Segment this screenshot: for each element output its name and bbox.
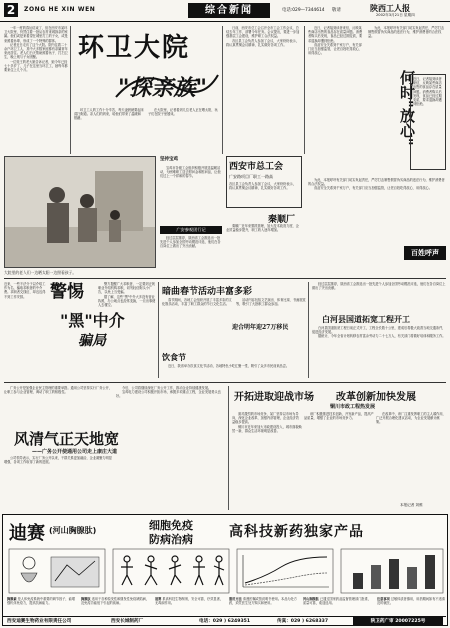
ad-blurb-4 (229, 597, 299, 615)
lead-subtitle: "探亲族" (118, 75, 207, 101)
police-paragraph: 近来，一些不法分子以介绍工作为名，骗取求职者的中介费。求职者交钱后，却迟迟得不到工作安排。 (4, 282, 46, 299)
feature-left-text-col-1 (4, 456, 112, 510)
ad-blurb-title: 注意事项 (377, 597, 390, 601)
drink-headline: 饮食节 (162, 352, 186, 362)
construction-text (312, 326, 446, 378)
feature-left-text-col-2 (116, 386, 226, 510)
feature-left-paragraph: 公司领导表示，实行厂务公开以来，干群关系更加融洽，企业凝聚力明显增强，各项工作取得了新的进展。 (4, 456, 112, 465)
ad-slogan-1: 细胞免疫 (149, 519, 193, 532)
spring-headline: 暗曲春节活动丰富多彩 (162, 287, 253, 297)
lead-paragraph: 记者近日走访了这个大院。院内住着二十余户环卫工人，其中大多数家庭都有亲属常年来此居住。老人们白天帮助照看孩子、打扫卫生，晚上则与子女团聚。 (4, 42, 68, 60)
ad-footer (3, 616, 446, 625)
wine-headline: 迎合明年迎27万移民 (232, 324, 289, 331)
ad-chart (235, 547, 335, 595)
right-tag-box: 百姓呼声 (404, 246, 446, 260)
ad-blurb-6 (377, 597, 445, 615)
thymus-illustration-icon (7, 547, 107, 595)
center-paragraph: 日前，西安市总工会召开全市工会工作会议，总结去年工作，部署今年任务。会议提出，要进一步加强基层工会建设，维护职工合法权益。 (226, 26, 300, 39)
ad-company: 西安迪赛生物药业有限责任公司 (7, 619, 72, 624)
ad-blurb-text: 系高科技生物制剂，安全可靠，疗效显著，无毒副作用。 (155, 597, 223, 606)
lead-paragraph: 环卫工人的工作十分辛苦，每天凌晨就要起床清扫街道。亲人们的到来，给他们带来了温暖和慰藉。 (74, 108, 144, 121)
column-rule (228, 386, 229, 510)
right-paragraph: 近日，记者接到读者来信，反映某些商店出售的食品存在质量问题。消费者购买后发现，食品已经过期变质，要求退换却遭到拒绝。 (308, 26, 363, 43)
section-name: 综合新闻 (188, 3, 270, 18)
inner-header-bar: 广安参观团行记 (160, 226, 222, 234)
feature-right-col-2 (304, 412, 374, 510)
lead-text-col-2 (74, 108, 144, 154)
masthead (0, 0, 450, 22)
right-paragraph: 食品安全关系到千家万户，有关部门应当加强监管，让老百姓吃得放心、用得放心。 (308, 42, 363, 56)
exercise-figures-icon (111, 547, 231, 595)
ad-illustration-right (339, 547, 445, 595)
ad-brand: 迪赛 (9, 523, 45, 544)
curve-illustration-icon (235, 547, 335, 595)
feature-left-paragraph: 今后，公司将继续深化厂务公开工作，推动企业持续健康发展。 (122, 386, 212, 390)
union-text: 各区县工会负责人参加了会议，大家纷纷表示，将认真贯彻会议精神，扎实做好各项工作。 (229, 182, 296, 191)
center-text-col (226, 26, 302, 154)
column-rule (308, 282, 309, 378)
photo-caption: 大院里的老人们一边晒太阳一边照看孩子。 (4, 270, 77, 275)
ad-blurb-3 (155, 597, 225, 615)
police-paragraph: 警方提醒广大求职者，一定要到正规职业介绍机构求职，切勿轻信街头小广告，以免上当受骗。 (98, 282, 155, 295)
column-rule (70, 26, 71, 154)
ad-blurb-title: 迪赛 (155, 597, 162, 601)
construction-headline: 白河县国道拓宽工程开工 (322, 314, 410, 324)
lead-headline: 环卫大院 (78, 33, 191, 63)
ad-blurb-title: 河山胸腺肽 (303, 597, 319, 601)
ad-fax: 传真：029 ) 6268337 (277, 619, 329, 624)
shaanxi-paragraph: 经过层层推荐，陕西省工会推选出一批先进个人参加全国劳动模范评选，他们在各自岗位上做出了突出贡献。 (312, 282, 446, 291)
union-headline: 西安市总工会 (229, 162, 284, 172)
feature-right-paragraph: 在改革中，该厂注重发挥职工的主人翁作用，广泛开展合理化建议活动，为企业发展献计献策。 (376, 412, 446, 425)
construction-paragraph: 据统计，今年全省计划转移农村富余劳动力二十七万人，有关部门将做好培训和服务工作。 (318, 334, 446, 339)
mid-left-paragraph: 宝鸡市各级工会组织积极开展送温暖活动，为困难职工送去慰问金和慰问品，让他们过上一个祥和的春节。 (160, 166, 221, 179)
drink-paragraph: 近日，我省举办饮食文化节活动，各地特色小吃汇聚一堂，吸引了众多市民前来品尝。 (168, 364, 290, 368)
lead-text-col-3 (148, 108, 218, 154)
feature-right-headline: 开拓进取迎战市场 (234, 392, 314, 403)
ad-slogan-2: 防病治病 (149, 533, 193, 546)
lead-photo (4, 156, 156, 268)
tongchuan-headline: 铜川市政工程热发展 (330, 404, 376, 410)
drink-text (162, 364, 306, 378)
right-headline: 何时"放心" (398, 70, 416, 146)
feature-right-headline-2: 改革创新加快发展 (336, 392, 416, 403)
ad-blurb-title: 胸腺肽 (81, 597, 91, 601)
mid-left-headline: 坚持宝鸡 (160, 157, 178, 162)
spring-paragraph: 活动内容包括文艺演出、体育比赛、书画展览等，吸引了大批职工群众参加。 (236, 298, 306, 307)
right-lower-text (308, 178, 446, 238)
union-box (226, 156, 302, 208)
inner-header-text (160, 236, 222, 274)
feature-left-intro (4, 386, 114, 426)
lead-paragraph: 一年一度的春运结束了，但在西安市某环卫大院里，仍然住着一批从农村来城探亲的家属。他们或是来看望在城里打工的子女，或是来照看孙辈，形成了一个特殊的群体。 (4, 26, 68, 43)
page-number: 2 (4, 3, 18, 17)
feature-right-paragraph: 铜川市近年来加大市政建设投入，城市面貌焕然一新，群众生活环境明显改善。 (232, 424, 302, 433)
feature-right-col-3 (376, 412, 446, 502)
feature-left-paragraph: 宝鸡电力建设公司积极开拓市场，承揽多项重点工程，企业发展势头良好。 (116, 390, 221, 399)
center-paragraph: 各区县工会负责人参加了会议，大家纷纷表示，将认真贯彻会议精神，扎实做好各项工作。 (226, 38, 299, 47)
right-lower-paragraph: 为此，本报呼吁有关部门切实负起责任，严厉打击制售假冒伪劣商品的违法行为，维护消费者的合法权益。 (308, 178, 445, 187)
ad-company-2: 西安长城制药厂 (111, 619, 144, 624)
ad-approval-number: 陕卫药广审 20007225号 (353, 617, 443, 626)
right-sidebar-box (410, 74, 446, 170)
police-subhead: 骗局 (78, 333, 106, 349)
feature-left-headline: 风清气正天地宽 (14, 430, 120, 448)
ad-blurb-5 (303, 597, 373, 615)
ad-blurb-text: 是人体免疫系统中重要的调节因子，能增强机体免疫力，提高抗病能力。 (7, 597, 75, 606)
editor-label: 敬请 (332, 8, 341, 13)
right-text-col-2 (368, 26, 446, 70)
right-paragraph: 为此，本报呼吁有关部门切实负起责任，严厉打击制售假冒伪劣商品的违法行为，维护消费者的合法权益。 (368, 26, 445, 39)
lead-text-col-1 (4, 26, 68, 154)
spring-paragraph: 春节期间，各地工会组织开展了丰富多彩的文化娱乐活动，丰富了职工群众的节日文化生活。 (162, 298, 232, 307)
ad-blurb-2 (81, 597, 151, 615)
qinshun-paragraph: 秦顺厂近年来狠抓管理，加大技术改造力度，企业效益稳步提升，职工收入逐年增加。 (226, 224, 299, 233)
ad-blurb-text: 已通过国家药品监督管理部门批准，质量可靠，欢迎选用。 (303, 597, 371, 606)
police-right-text (98, 282, 156, 378)
phone-text: 电话:029—7344614 (282, 8, 325, 13)
paper-logo: 陕西工人报 (370, 3, 410, 13)
inner-paragraph: 经过层层推荐，陕西省工会推选出一批先进个人参加全国劳动模范评选，他们在各自岗位上做出了突出贡献。 (160, 236, 221, 249)
column-rule (222, 26, 223, 154)
lead-subtitle-block (112, 63, 222, 107)
feature-right-paragraph: 该厂积极推进技术创新，开发新产品，提高产品质量，增强了企业的市场竞争力。 (304, 412, 374, 421)
feature-byline: 本报记者 刘维 (400, 503, 423, 507)
spring-text-col-1 (162, 298, 232, 348)
shaanxi-text (312, 282, 446, 312)
ad-blurb-title: 胸腺素 (7, 597, 17, 601)
lead-paragraph: 在大院里，记者看到几位老人正在晒太阳，孩子们在院子里嬉戏。 (148, 108, 218, 117)
construction-paragraph: 白河县国道拓宽工程日前正式开工，工程全长数十公里，建成后将极大改善当地交通条件，促进经济发展。 (312, 326, 446, 335)
police-headline: "黑"中介 (60, 311, 125, 330)
lead-paragraph: 一位姓王的老大娘告诉记者，她今年已经七十多岁了，儿子在这里当环卫工，她每年都要来住上几个月。 (4, 59, 68, 73)
qinshun-text (226, 224, 302, 270)
ad-blurb-title: 服用方法 (229, 597, 242, 601)
ad-blurb-text: 过敏体质者慎用，用药期间如有不适请及时就医。 (377, 597, 445, 606)
feature-right-paragraph: 面对激烈的市场竞争，某厂坚持以市场为导向，深化企业改革，加强内部管理，企业经济效益稳步提高。 (232, 412, 299, 425)
qinshun-headline: 秦顺厂 (268, 215, 296, 225)
ad-blurb-text: 适用于各种原发性和继发性免疫缺陷病，及免疫功能低下引起的疾病。 (81, 597, 149, 606)
right-lower-paragraph: 食品安全关系到千家万户，有关部门应当加强监管，让老百姓吃得放心、用得放心。 (314, 186, 432, 191)
section-rule (4, 382, 446, 383)
ad-illustration-left (7, 547, 107, 595)
ad-phone: 电话：029 ) 6249351 (199, 619, 251, 624)
ad-tagline: 高科技新药独家产品 (229, 524, 364, 540)
right-sidebar-text: 近日，记者接到读者来信，反映某些商店出售的食品存在质量问题。消费者购买后发现，食品已经过期变质，要求退换却遭到拒绝。 (413, 77, 442, 107)
phone-number (282, 7, 341, 13)
police-kicker: 警惕 (50, 282, 84, 302)
feature-right-col-1 (232, 412, 302, 510)
ad-brand-sub: (河山胸腺肽) (49, 526, 97, 535)
feature-left-subhead: ——广务公开使通用公司走上康庄大道 (32, 449, 118, 455)
mid-left-text (160, 166, 222, 222)
column-rule (304, 26, 305, 154)
issue-date: 2002年3月21日 星期四 (376, 13, 415, 17)
police-left-text (4, 282, 48, 378)
ad-blurb-1 (7, 597, 77, 615)
union-subhead: 广安路项目厂职工一路高 (229, 174, 273, 179)
right-text-col-1 (308, 26, 364, 176)
ad-blurb-text: 请遵医嘱或按说明书使用。本品为处方药，须凭医生处方购买和使用。 (229, 597, 297, 606)
column-rule (158, 282, 159, 378)
photo-illustration (5, 157, 156, 268)
ad-panel (2, 514, 448, 626)
section-rule (4, 278, 446, 279)
ad-illustration-center (111, 547, 231, 595)
section-pinyin: ZONG HE XIN WEN (24, 6, 96, 13)
feature-left-paragraph: 广务公开是加强企业民主管理的重要举措。通用公司坚持实行厂务公开，让职工参与企业管理，调动了职工的积极性。 (4, 386, 112, 395)
police-paragraph: 据了解，这些"黑"中介大多没有营业执照，办公地点也经常变换，一旦出事便人去楼空。 (98, 294, 156, 308)
bar-figure-icon (339, 547, 445, 595)
